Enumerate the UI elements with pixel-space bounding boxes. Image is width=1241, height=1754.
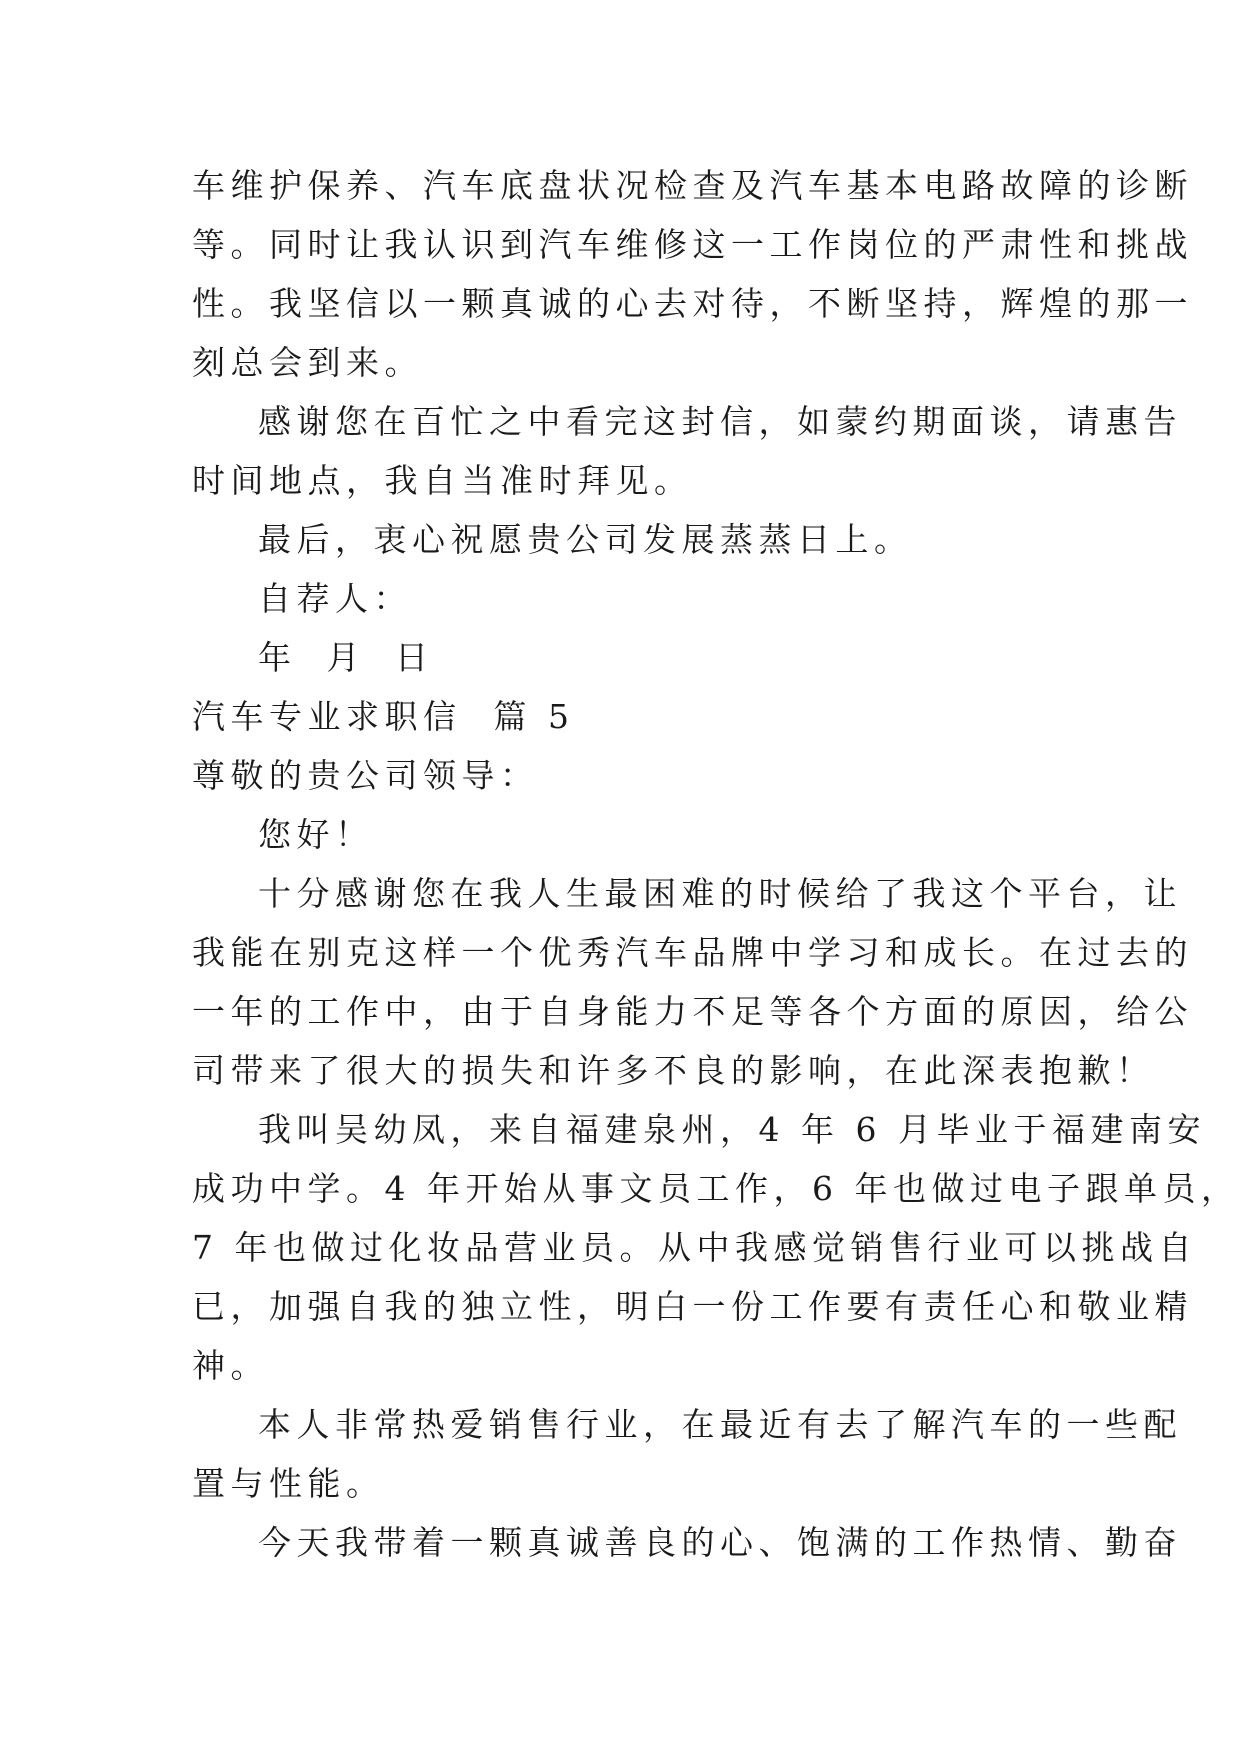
- text-line: 十分感谢您在我人生最困难的时候给了我这个平台，让: [258, 874, 1182, 913]
- text-line: 今天我带着一颗真诚善良的心、饱满的工作热情、勤奋: [258, 1523, 1182, 1562]
- letter-body: [192, 156, 1240, 1572]
- text-line: 置与性能。: [192, 1464, 385, 1503]
- date-month: 月: [326, 638, 365, 677]
- text-line: 最后，衷心祝愿贵公司发展蒸蒸日上。: [258, 520, 913, 559]
- text-line: 司带来了很大的损失和许多不良的影响，在此深表抱歉！: [192, 1051, 1155, 1090]
- text-line: 车维护保养、汽车底盘状况检查及汽车基本电路故障的诊断: [192, 166, 1193, 205]
- text-line: 一年的工作中，由于自身能力不足等各个方面的原因，给公: [192, 992, 1193, 1031]
- date-year: 年: [258, 638, 297, 677]
- text-line: 7 年也做过化妆品营业员。从中我感觉销售行业可以挑战自: [192, 1228, 1197, 1267]
- text-line: 我叫吴幼凤，来自福建泉州，4 年 6 月毕业于福建南安: [258, 1110, 1206, 1149]
- text-line: 神。: [192, 1346, 269, 1385]
- signature-label: 自荐人：: [258, 579, 412, 618]
- salutation: 尊敬的贵公司领导：: [192, 756, 539, 795]
- text-line: 我能在别克这样一个优秀汽车品牌中学习和成长。在过去的: [192, 933, 1193, 972]
- text-line: 时间地点，我自当准时拜见。: [192, 461, 693, 500]
- text-line: 性。我坚信以一颗真诚的心去对待，不断坚持，辉煌的那一: [192, 284, 1193, 323]
- text-line: 本人非常热爱销售行业，在最近有去了解汽车的一些配: [258, 1405, 1182, 1444]
- section-heading: 汽车专业求职信 篇 5: [192, 697, 575, 736]
- text-line: 刻总会到来。: [192, 343, 423, 382]
- text-line: 等。同时让我认识到汽车维修这一工作岗位的严肃性和挑战: [192, 225, 1193, 264]
- text-line: 已，加强自我的独立性，明白一份工作要有责任心和敬业精: [192, 1287, 1193, 1326]
- text-line: 成功中学。4 年开始从事文员工作，6 年也做过电子跟单员，: [192, 1169, 1240, 1208]
- date-day: 日: [395, 638, 434, 677]
- greeting: 您好！: [258, 815, 374, 854]
- text-line: 感谢您在百忙之中看完这封信，如蒙约期面谈，请惠告: [258, 402, 1182, 441]
- date-line: [192, 628, 1052, 687]
